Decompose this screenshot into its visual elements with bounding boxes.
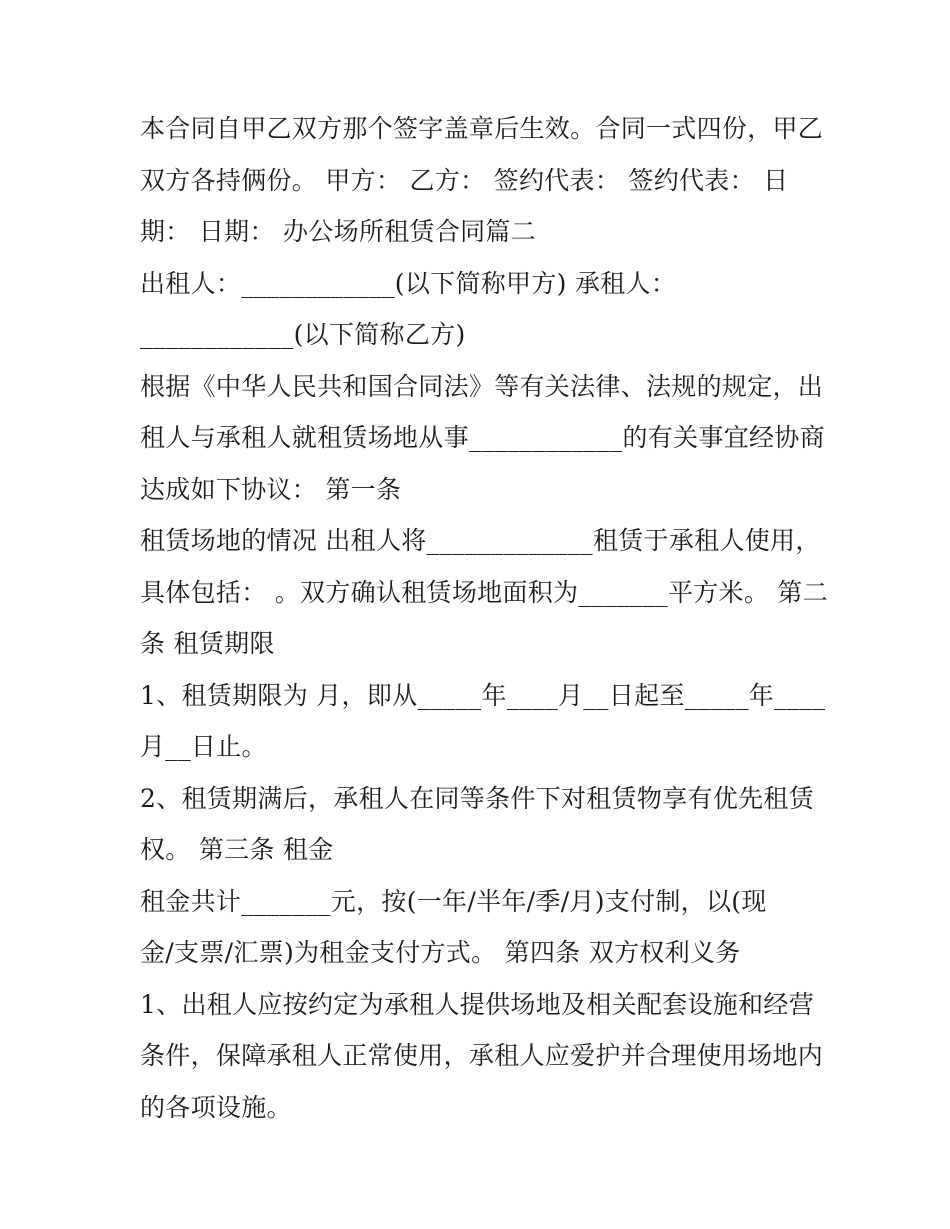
text-line: 权。 第三条 租金	[140, 835, 334, 864]
text-line: 本合同自甲乙双方那个签字盖章后生效。合同一式四份，甲乙	[140, 114, 824, 143]
text-line: 2、租赁期满后，承租人在同等条件下对租赁物享有优先租赁	[140, 783, 815, 813]
text-line: 的各项设施。	[140, 1092, 292, 1122]
text-line: 月__日止。	[140, 732, 267, 761]
text-line: 具体包括： 。双方确认租赁场地面积为_______平方米。 第二	[140, 577, 828, 607]
text-line: 金/支票/汇票)为租金支付方式。 第四条 双方权利义务	[140, 938, 741, 967]
text-line: 1、出租人应按约定为承租人提供场地及相关配套设施和经营	[140, 989, 815, 1019]
text-line: 达成如下协议： 第一条	[140, 474, 402, 504]
text-line: 租人与承租人就租赁场地从事____________的有关事宜经协商	[140, 423, 825, 452]
text-line: 条 租赁期限	[140, 629, 275, 658]
text-line: 双方各持俩份。 甲方： 乙方： 签约代表： 签约代表： 日	[140, 165, 789, 195]
text-line: 出租人：____________(以下简称甲方) 承租人：	[140, 268, 677, 298]
text-line: 期： 日期： 办公场所租赁合同篇二	[140, 217, 536, 246]
text-line: 根据《中华人民共和国合同法》等有关法律、法规的规定，出	[140, 371, 824, 401]
document-body	[140, 103, 828, 1133]
text-line: 1、租赁期限为 月，即从_____年____月__日起至_____年____	[140, 680, 826, 710]
text-line: 条件，保障承租人正常使用，承租人应爱护并合理使用场地内	[140, 1041, 824, 1070]
text-line: 租赁场地的情况 出租人将_____________租赁于承租人使用，	[140, 526, 821, 555]
text-line: ____________(以下简称乙方)	[140, 320, 466, 349]
text-line: 租金共计_______元，按(一年/半年/季/月)支付制，以(现	[140, 886, 767, 916]
